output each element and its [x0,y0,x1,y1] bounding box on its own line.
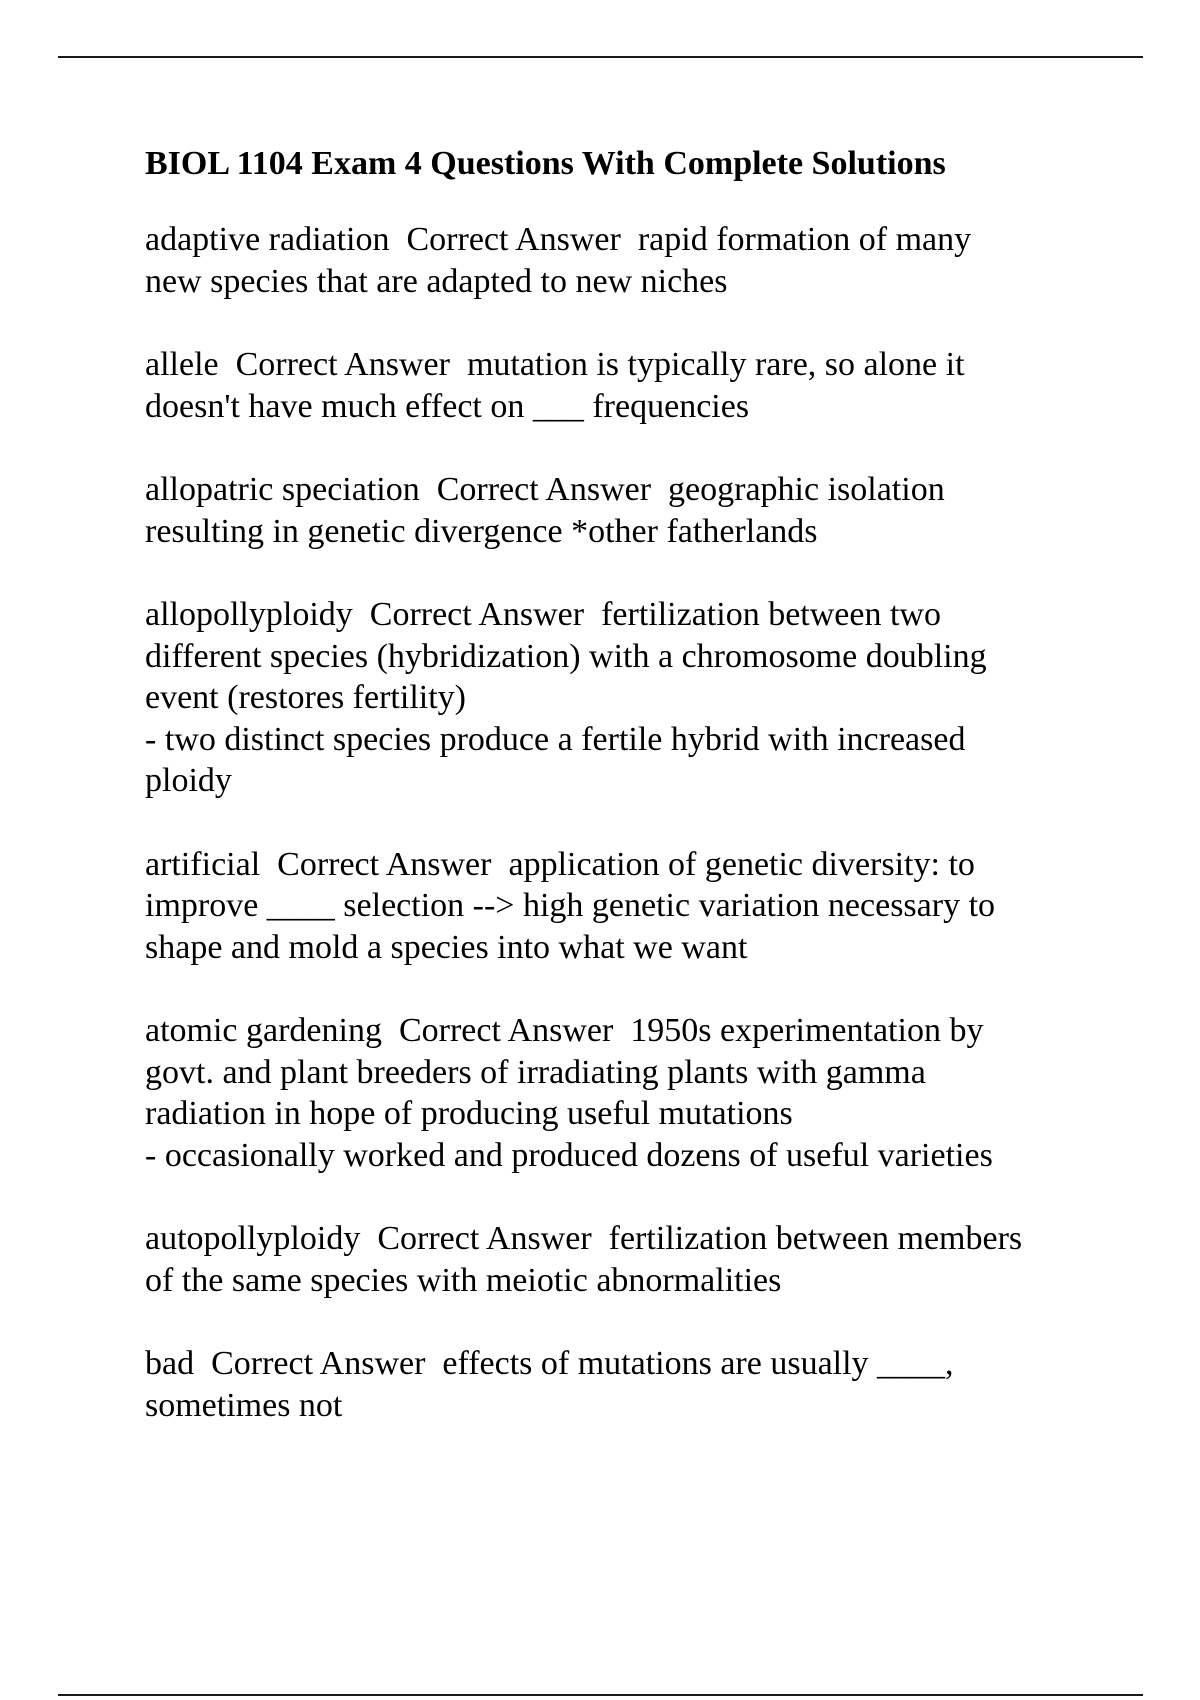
entry-line: sometimes not [145,1386,343,1424]
entry-line: allele Correct Answer mutation is typically rare, so alone it [145,346,965,383]
entry-line: event (restores fertility) [145,679,466,716]
entry-line: govt. and plant breeders of irradiating plants with gamma [145,1053,926,1091]
entry-line: atomic gardening Correct Answer 1950s experimentation by [145,1012,984,1049]
entry-line: resulting in genetic divergence *other fatherlands [145,512,818,550]
entry-allopatric-speciation [145,469,1095,552]
header-rule [58,56,1143,58]
entry-line: radiation in hope of producing useful mutations [145,1095,793,1132]
entry-line: - two distinct species produce a fertile hybrid with increased [145,720,966,758]
entry-line: allopollyploidy Correct Answer fertilization between two [145,596,941,633]
entry-atomic-gardening [145,1010,1095,1176]
entry-line: doesn't have much effect on ___ frequencies [145,387,750,425]
entry-artificial [145,844,1095,969]
entry-line: allopatric speciation Correct Answer geographic isolation [145,471,945,508]
entry-allopollyploidy [145,594,1095,802]
entry-line: - occasionally worked and produced dozens of useful varieties [145,1136,993,1174]
entry-line: shape and mold a species into what we want [145,928,748,966]
entry-line: of the same species with meiotic abnormalities [145,1261,782,1299]
entry-allele [145,344,1095,427]
entry-line: improve ____ selection --> high genetic variation necessary to [145,887,996,924]
entry-bad [145,1343,1095,1426]
entry-line: ploidy [145,762,232,799]
footer-rule [58,1694,1143,1696]
document-title: BIOL 1104 Exam 4 Questions With Complete Solutions [145,145,946,182]
entry-line: adaptive radiation Correct Answer rapid formation of many [145,221,972,258]
entry-line: bad Correct Answer effects of mutations are usually ____, [145,1345,954,1382]
entry-line: new species that are adapted to new niches [145,262,728,300]
entry-autopollyploidy [145,1218,1095,1301]
entry-line: artificial Correct Answer application of genetic diversity: to [145,845,975,883]
entry-line: autopollyploidy Correct Answer fertilization between members [145,1220,1023,1257]
entry-adaptive-radiation [145,219,1095,302]
entry-line: different species (hybridization) with a chromosome doubling [145,637,987,675]
document-body [145,142,1095,1468]
